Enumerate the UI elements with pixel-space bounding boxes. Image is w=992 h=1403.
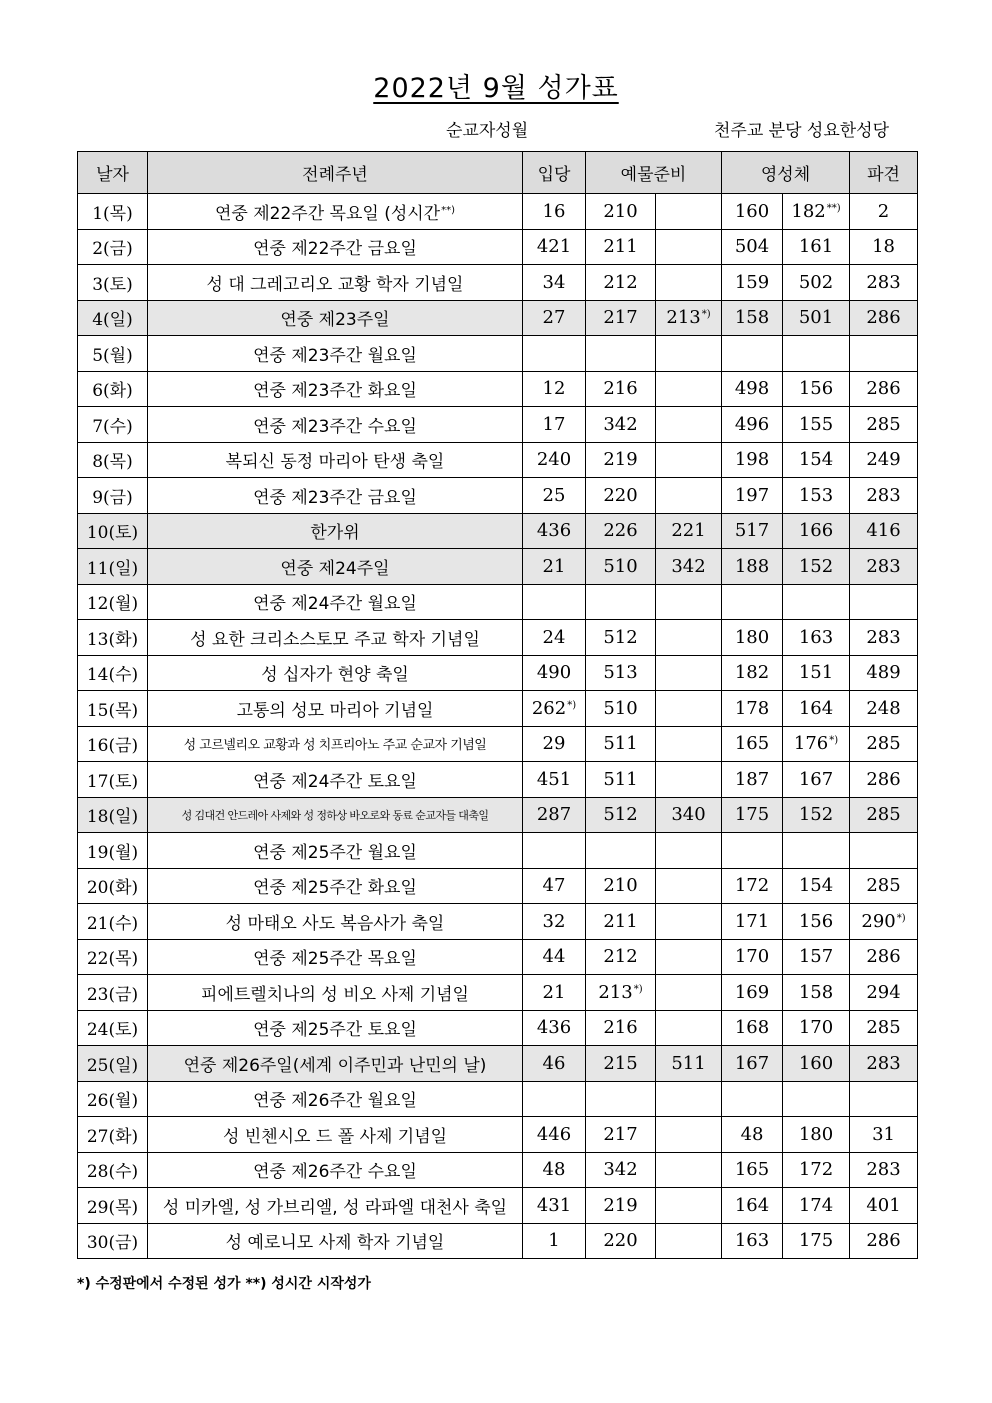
cell-dismissal: 283 <box>850 1152 918 1188</box>
cell-offertory-1: 220 <box>586 1223 656 1259</box>
cell-offertory-1: 511 <box>586 762 656 798</box>
cell-communion-2: 170 <box>783 1010 850 1046</box>
cell-dismissal: 249 <box>850 442 918 478</box>
cell-communion-2: 155 <box>783 407 850 443</box>
cell-dismissal: 286 <box>850 1223 918 1259</box>
cell-communion-1 <box>722 833 783 869</box>
cell-feast: 한가위 <box>148 513 523 549</box>
cell-dismissal: 285 <box>850 797 918 833</box>
cell-offertory-2 <box>656 726 722 762</box>
cell-communion-2: 156 <box>783 371 850 407</box>
cell-communion-1: 175 <box>722 797 783 833</box>
table-row <box>78 1081 918 1117</box>
cell-communion-1: 197 <box>722 478 783 514</box>
cell-dismissal: 18 <box>850 229 918 265</box>
cell-dismissal: 283 <box>850 478 918 514</box>
cell-communion-1: 187 <box>722 762 783 798</box>
table-row <box>78 1046 918 1082</box>
cell-communion-1: 165 <box>722 726 783 762</box>
cell-communion-1: 167 <box>722 1046 783 1082</box>
cell-communion-2: 152 <box>783 797 850 833</box>
cell-offertory-2 <box>656 1117 722 1153</box>
cell-communion-2: 161 <box>783 229 850 265</box>
cell-date: 23(금) <box>78 975 148 1011</box>
cell-feast: 연중 제22주간 목요일 (성시간**) <box>148 194 523 230</box>
table-row <box>78 442 918 478</box>
footnote-marker: *) <box>567 699 577 711</box>
cell-communion-2: 174 <box>783 1188 850 1224</box>
cell-offertory-1 <box>586 584 656 620</box>
cell-offertory-2 <box>656 407 722 443</box>
cell-communion-2: 156 <box>783 904 850 940</box>
cell-offertory-2 <box>656 691 722 727</box>
table-row <box>78 833 918 869</box>
cell-feast: 성 김대건 안드레아 사제와 성 정하상 바오로와 동료 순교자들 대축일 <box>148 797 523 833</box>
cell-communion-1: 48 <box>722 1117 783 1153</box>
cell-dismissal: 283 <box>850 1046 918 1082</box>
cell-entrance: 240 <box>523 442 586 478</box>
cell-date: 11(일) <box>78 549 148 585</box>
cell-feast: 연중 제23주간 금요일 <box>148 478 523 514</box>
cell-communion-2: 180 <box>783 1117 850 1153</box>
cell-offertory-2 <box>656 1010 722 1046</box>
cell-offertory-2 <box>656 762 722 798</box>
cell-feast: 연중 제25주간 화요일 <box>148 868 523 904</box>
header-feast: 전례주년 <box>148 152 523 194</box>
cell-entrance: 24 <box>523 620 586 656</box>
cell-offertory-1: 219 <box>586 1188 656 1224</box>
cell-entrance <box>523 833 586 869</box>
cell-feast: 성 요한 크리소스토모 주교 학자 기념일 <box>148 620 523 656</box>
cell-entrance: 490 <box>523 655 586 691</box>
cell-offertory-1: 511 <box>586 726 656 762</box>
cell-feast: 고통의 성모 마리아 기념일 <box>148 691 523 727</box>
cell-communion-1: 496 <box>722 407 783 443</box>
cell-communion-1: 163 <box>722 1223 783 1259</box>
cell-offertory-1: 510 <box>586 549 656 585</box>
page-title: 2022년 9월 성가표 <box>373 73 619 104</box>
table-row <box>78 1152 918 1188</box>
cell-dismissal <box>850 1081 918 1117</box>
cell-entrance: 17 <box>523 407 586 443</box>
cell-entrance: 47 <box>523 868 586 904</box>
cell-offertory-1: 342 <box>586 1152 656 1188</box>
cell-date: 28(수) <box>78 1152 148 1188</box>
cell-communion-1: 504 <box>722 229 783 265</box>
cell-communion-2: 175 <box>783 1223 850 1259</box>
cell-feast: 성 예로니모 사제 학자 기념일 <box>148 1223 523 1259</box>
cell-communion-1: 188 <box>722 549 783 585</box>
cell-date: 17(토) <box>78 762 148 798</box>
cell-dismissal <box>850 336 918 372</box>
cell-communion-1: 171 <box>722 904 783 940</box>
cell-entrance: 262*) <box>523 691 586 727</box>
cell-dismissal: 286 <box>850 939 918 975</box>
cell-feast: 피에트렐치나의 성 비오 사제 기념일 <box>148 975 523 1011</box>
table-row <box>78 904 918 940</box>
cell-communion-1: 169 <box>722 975 783 1011</box>
cell-date: 19(월) <box>78 833 148 869</box>
cell-offertory-2 <box>656 229 722 265</box>
cell-date: 27(화) <box>78 1117 148 1153</box>
cell-feast: 연중 제25주간 목요일 <box>148 939 523 975</box>
cell-offertory-2: 511 <box>656 1046 722 1082</box>
header-row <box>78 152 918 194</box>
cell-communion-2: 182**) <box>783 194 850 230</box>
table-row <box>78 1010 918 1046</box>
cell-communion-1: 198 <box>722 442 783 478</box>
cell-feast: 연중 제24주일 <box>148 549 523 585</box>
cell-feast: 성 빈첸시오 드 폴 사제 기념일 <box>148 1117 523 1153</box>
cell-date: 21(수) <box>78 904 148 940</box>
cell-dismissal: 248 <box>850 691 918 727</box>
cell-entrance: 1 <box>523 1223 586 1259</box>
cell-dismissal <box>850 584 918 620</box>
cell-dismissal: 401 <box>850 1188 918 1224</box>
cell-date: 6(화) <box>78 371 148 407</box>
cell-offertory-1: 217 <box>586 1117 656 1153</box>
cell-entrance: 431 <box>523 1188 586 1224</box>
cell-offertory-1 <box>586 336 656 372</box>
cell-communion-2: 158 <box>783 975 850 1011</box>
cell-offertory-2: 221 <box>656 513 722 549</box>
cell-entrance: 25 <box>523 478 586 514</box>
cell-communion-2: 152 <box>783 549 850 585</box>
cell-date: 2(금) <box>78 229 148 265</box>
header-communion: 영성체 <box>722 152 850 194</box>
table-row <box>78 407 918 443</box>
cell-offertory-1 <box>586 1081 656 1117</box>
header-entrance: 입당 <box>523 152 586 194</box>
cell-communion-1: 168 <box>722 1010 783 1046</box>
cell-communion-1: 172 <box>722 868 783 904</box>
table-row <box>78 300 918 336</box>
cell-communion-2: 172 <box>783 1152 850 1188</box>
cell-feast: 성 대 그레고리오 교황 학자 기념일 <box>148 265 523 301</box>
cell-offertory-2: 342 <box>656 549 722 585</box>
cell-dismissal: 285 <box>850 726 918 762</box>
cell-offertory-1: 215 <box>586 1046 656 1082</box>
cell-dismissal: 2 <box>850 194 918 230</box>
table-row <box>78 229 918 265</box>
table-row <box>78 726 918 762</box>
cell-communion-2: 151 <box>783 655 850 691</box>
cell-dismissal: 283 <box>850 265 918 301</box>
cell-date: 26(월) <box>78 1081 148 1117</box>
cell-offertory-1: 213*) <box>586 975 656 1011</box>
cell-offertory-1: 212 <box>586 265 656 301</box>
cell-communion-2: 160 <box>783 1046 850 1082</box>
cell-feast: 성 마태오 사도 복음사가 축일 <box>148 904 523 940</box>
cell-feast: 성 미카엘, 성 가브리엘, 성 라파엘 대천사 축일 <box>148 1188 523 1224</box>
cell-communion-2: 153 <box>783 478 850 514</box>
table-row <box>78 655 918 691</box>
cell-entrance <box>523 1081 586 1117</box>
cell-feast: 연중 제23주간 월요일 <box>148 336 523 372</box>
cell-entrance: 16 <box>523 194 586 230</box>
cell-communion-1: 498 <box>722 371 783 407</box>
cell-date: 14(수) <box>78 655 148 691</box>
cell-feast: 연중 제24주간 토요일 <box>148 762 523 798</box>
cell-entrance <box>523 336 586 372</box>
cell-communion-1: 180 <box>722 620 783 656</box>
cell-entrance: 12 <box>523 371 586 407</box>
cell-communion-2 <box>783 336 850 372</box>
cell-dismissal: 286 <box>850 371 918 407</box>
cell-entrance: 32 <box>523 904 586 940</box>
cell-entrance: 21 <box>523 549 586 585</box>
cell-communion-2: 164 <box>783 691 850 727</box>
table-row <box>78 513 918 549</box>
cell-date: 9(금) <box>78 478 148 514</box>
cell-date: 3(토) <box>78 265 148 301</box>
cell-feast: 연중 제26주간 수요일 <box>148 1152 523 1188</box>
cell-feast: 성 고르넬리오 교황과 성 치프리아노 주교 순교자 기념일 <box>148 726 523 762</box>
cell-date: 8(목) <box>78 442 148 478</box>
cell-date: 15(목) <box>78 691 148 727</box>
cell-entrance: 451 <box>523 762 586 798</box>
header-dismissal: 파견 <box>850 152 918 194</box>
cell-dismissal: 416 <box>850 513 918 549</box>
cell-offertory-1: 210 <box>586 194 656 230</box>
cell-offertory-2 <box>656 620 722 656</box>
cell-date: 24(토) <box>78 1010 148 1046</box>
cell-communion-2: 501 <box>783 300 850 336</box>
cell-offertory-1 <box>586 833 656 869</box>
cell-communion-1: 517 <box>722 513 783 549</box>
cell-communion-2 <box>783 833 850 869</box>
table-row <box>78 1223 918 1259</box>
cell-feast: 연중 제23주간 화요일 <box>148 371 523 407</box>
cell-offertory-2 <box>656 584 722 620</box>
cell-dismissal: 286 <box>850 300 918 336</box>
cell-date: 30(금) <box>78 1223 148 1259</box>
table-row <box>78 265 918 301</box>
table-row <box>78 336 918 372</box>
cell-offertory-2 <box>656 868 722 904</box>
cell-date: 13(화) <box>78 620 148 656</box>
footnote: *) 수정판에서 수정된 성가 **) 성시간 시작성가 <box>77 1276 371 1292</box>
cell-offertory-2 <box>656 1223 722 1259</box>
table-row <box>78 975 918 1011</box>
cell-dismissal: 31 <box>850 1117 918 1153</box>
cell-communion-2: 157 <box>783 939 850 975</box>
cell-offertory-2 <box>656 265 722 301</box>
subtitle-parish: 천주교 분당 성요한성당 <box>714 121 890 141</box>
cell-communion-2 <box>783 1081 850 1117</box>
cell-entrance: 287 <box>523 797 586 833</box>
cell-offertory-2: 213*) <box>656 300 722 336</box>
cell-communion-2 <box>783 584 850 620</box>
cell-communion-1 <box>722 1081 783 1117</box>
table-row <box>78 1188 918 1224</box>
cell-date: 10(토) <box>78 513 148 549</box>
cell-offertory-1: 510 <box>586 691 656 727</box>
table-row <box>78 762 918 798</box>
cell-offertory-2 <box>656 336 722 372</box>
cell-offertory-2 <box>656 975 722 1011</box>
cell-entrance: 48 <box>523 1152 586 1188</box>
cell-date: 4(일) <box>78 300 148 336</box>
cell-feast: 복되신 동정 마리아 탄생 축일 <box>148 442 523 478</box>
cell-offertory-2 <box>656 833 722 869</box>
cell-offertory-1: 512 <box>586 620 656 656</box>
cell-communion-2: 154 <box>783 442 850 478</box>
cell-communion-1: 160 <box>722 194 783 230</box>
footnote-marker: *) <box>829 735 839 747</box>
cell-offertory-2 <box>656 655 722 691</box>
cell-feast: 연중 제26주간 월요일 <box>148 1081 523 1117</box>
table-row <box>78 371 918 407</box>
cell-offertory-2: 340 <box>656 797 722 833</box>
cell-entrance: 446 <box>523 1117 586 1153</box>
cell-entrance: 421 <box>523 229 586 265</box>
table-row <box>78 868 918 904</box>
cell-entrance: 46 <box>523 1046 586 1082</box>
table-row <box>78 478 918 514</box>
cell-offertory-1: 342 <box>586 407 656 443</box>
cell-dismissal <box>850 833 918 869</box>
header-date: 날자 <box>78 152 148 194</box>
cell-communion-1: 165 <box>722 1152 783 1188</box>
cell-date: 12(월) <box>78 584 148 620</box>
cell-communion-1: 178 <box>722 691 783 727</box>
cell-offertory-1: 212 <box>586 939 656 975</box>
cell-entrance: 27 <box>523 300 586 336</box>
cell-date: 7(수) <box>78 407 148 443</box>
cell-date: 1(목) <box>78 194 148 230</box>
table-row <box>78 584 918 620</box>
cell-offertory-1: 211 <box>586 904 656 940</box>
table-row <box>78 549 918 585</box>
table-row <box>78 939 918 975</box>
cell-dismissal: 286 <box>850 762 918 798</box>
cell-entrance: 436 <box>523 1010 586 1046</box>
cell-offertory-1: 513 <box>586 655 656 691</box>
cell-entrance: 21 <box>523 975 586 1011</box>
cell-entrance: 29 <box>523 726 586 762</box>
cell-offertory-1: 216 <box>586 371 656 407</box>
cell-dismissal: 294 <box>850 975 918 1011</box>
cell-communion-2: 176*) <box>783 726 850 762</box>
cell-dismissal: 489 <box>850 655 918 691</box>
cell-communion-1: 158 <box>722 300 783 336</box>
table-row <box>78 620 918 656</box>
cell-communion-2: 163 <box>783 620 850 656</box>
cell-feast: 연중 제22주간 금요일 <box>148 229 523 265</box>
cell-communion-1 <box>722 336 783 372</box>
cell-dismissal: 285 <box>850 1010 918 1046</box>
cell-feast: 연중 제23주간 수요일 <box>148 407 523 443</box>
cell-date: 25(일) <box>78 1046 148 1082</box>
table-row <box>78 691 918 727</box>
cell-feast: 연중 제26주일(세계 이주민과 난민의 날) <box>148 1046 523 1082</box>
table-row <box>78 797 918 833</box>
cell-offertory-2 <box>656 478 722 514</box>
cell-feast: 연중 제25주간 토요일 <box>148 1010 523 1046</box>
cell-dismissal: 285 <box>850 407 918 443</box>
cell-entrance: 436 <box>523 513 586 549</box>
cell-offertory-1: 217 <box>586 300 656 336</box>
cell-offertory-1: 210 <box>586 868 656 904</box>
footnote-marker: **) <box>826 202 841 214</box>
cell-offertory-1: 512 <box>586 797 656 833</box>
cell-offertory-2 <box>656 371 722 407</box>
cell-dismissal: 290*) <box>850 904 918 940</box>
cell-offertory-1: 226 <box>586 513 656 549</box>
cell-offertory-1: 219 <box>586 442 656 478</box>
cell-communion-1 <box>722 584 783 620</box>
cell-date: 5(월) <box>78 336 148 372</box>
cell-entrance: 44 <box>523 939 586 975</box>
cell-communion-2: 166 <box>783 513 850 549</box>
cell-entrance <box>523 584 586 620</box>
footnote-marker: *) <box>896 912 906 924</box>
cell-communion-1: 159 <box>722 265 783 301</box>
table-row <box>78 1117 918 1153</box>
cell-offertory-1: 220 <box>586 478 656 514</box>
cell-communion-1: 182 <box>722 655 783 691</box>
cell-date: 20(화) <box>78 868 148 904</box>
cell-date: 18(일) <box>78 797 148 833</box>
cell-communion-2: 502 <box>783 265 850 301</box>
cell-communion-2: 154 <box>783 868 850 904</box>
footnote-marker: **) <box>441 204 456 216</box>
cell-dismissal: 283 <box>850 549 918 585</box>
subtitle-month-theme: 순교자성월 <box>446 121 529 141</box>
cell-feast: 연중 제23주일 <box>148 300 523 336</box>
footnote-marker: *) <box>701 309 711 321</box>
cell-offertory-1: 211 <box>586 229 656 265</box>
cell-dismissal: 283 <box>850 620 918 656</box>
cell-offertory-2 <box>656 1188 722 1224</box>
cell-date: 16(금) <box>78 726 148 762</box>
cell-offertory-2 <box>656 1081 722 1117</box>
page-title-wrap <box>0 66 992 105</box>
cell-offertory-2 <box>656 442 722 478</box>
cell-dismissal: 285 <box>850 868 918 904</box>
cell-offertory-2 <box>656 1152 722 1188</box>
cell-date: 29(목) <box>78 1188 148 1224</box>
cell-offertory-1: 216 <box>586 1010 656 1046</box>
cell-communion-1: 170 <box>722 939 783 975</box>
cell-entrance: 34 <box>523 265 586 301</box>
cell-feast: 연중 제24주간 월요일 <box>148 584 523 620</box>
header-offertory: 예물준비 <box>586 152 722 194</box>
table-row <box>78 194 918 230</box>
cell-offertory-2 <box>656 939 722 975</box>
cell-feast: 성 십자가 현양 축일 <box>148 655 523 691</box>
cell-communion-2: 167 <box>783 762 850 798</box>
cell-feast: 연중 제25주간 월요일 <box>148 833 523 869</box>
cell-offertory-2 <box>656 194 722 230</box>
footnote-marker: *) <box>633 983 643 995</box>
cell-date: 22(목) <box>78 939 148 975</box>
cell-communion-1: 164 <box>722 1188 783 1224</box>
cell-offertory-2 <box>656 904 722 940</box>
hymn-table <box>77 151 918 1259</box>
